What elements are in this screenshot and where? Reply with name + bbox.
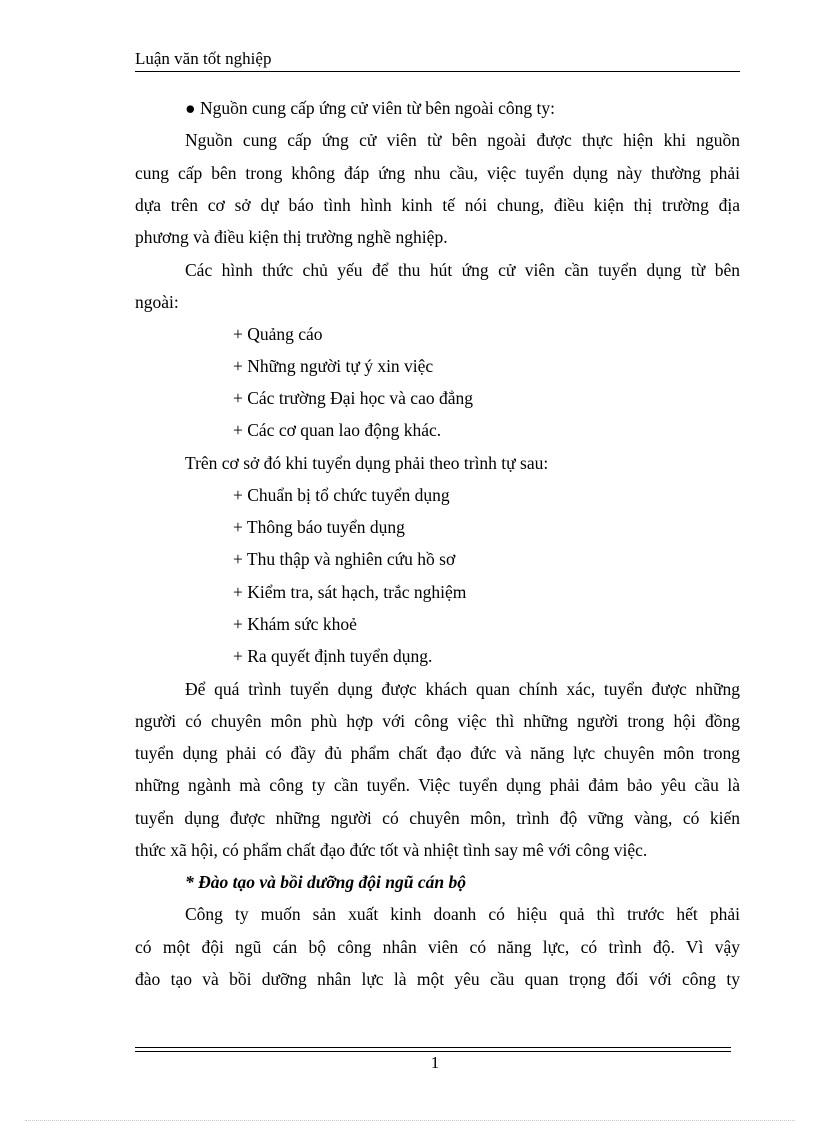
header-rule — [135, 71, 740, 72]
paragraph-line: Các hình thức chủ yếu để thu hút ứng cử viên cần tuyển dụng từ bên — [185, 260, 740, 280]
paragraph-line: ngoài: — [135, 292, 179, 312]
paragraph-line: những ngành mà công ty cần tuyển. Việc tuyển dụng phải đảm bảo yêu cầu là — [135, 775, 740, 795]
list-item: + Khám sức khoẻ — [233, 614, 357, 634]
paragraph-line: Nguồn cung cấp ứng cử viên từ bên ngoài được thực hiện khi nguồn — [185, 130, 740, 150]
paragraph-line: tuyển dụng được những người có chuyên môn, trình độ vững vàng, có kiến — [135, 808, 740, 828]
paragraph-line: Công ty muốn sản xuất kinh doanh có hiệu quả thì trước hết phải — [185, 904, 740, 924]
paragraph-line: thức xã hội, có phẩm chất đạo đức tốt và nhiệt tình say mê với công việc. — [135, 840, 648, 860]
paragraph-line: người có chuyên môn phù hợp với công việc thì những người trong hội đồng — [135, 711, 740, 731]
paragraph-line: phương và điều kiện thị trường nghề nghiệp. — [135, 227, 448, 247]
list-item: + Quảng cáo — [233, 324, 323, 344]
footer-rule — [135, 1047, 731, 1048]
bullet-heading: ● Nguồn cung cấp ứng cử viên từ bên ngoài công ty: — [185, 98, 555, 118]
list-item: + Các cơ quan lao động khác. — [233, 420, 442, 440]
list-item: + Những người tự ý xin việc — [233, 356, 434, 376]
paragraph-line: dựa trên cơ sở dự báo tình hình kinh tế nói chung, điều kiện thị trường địa — [135, 195, 740, 215]
page-border — [25, 1120, 795, 1121]
list-item: + Kiểm tra, sát hạch, trắc nghiệm — [233, 582, 467, 602]
paragraph-line: đào tạo và bồi dưỡng nhân lực là một yêu cầu quan trọng đối với công ty — [135, 969, 740, 989]
list-item: + Chuẩn bị tổ chức tuyển dụng — [233, 485, 450, 505]
header-title: Luận văn tốt nghiệp — [135, 49, 272, 68]
section-heading: * Đào tạo và bồi dưỡng đội ngũ cán bộ — [185, 872, 466, 892]
list-item: + Thu thập và nghiên cứu hồ sơ — [233, 549, 456, 569]
paragraph-line: Trên cơ sở đó khi tuyển dụng phải theo trình tự sau: — [185, 453, 549, 473]
paragraph-line: có một đội ngũ cán bộ công nhân viên có năng lực, có trình độ. Vì vậy — [135, 937, 740, 957]
page-number: 1 — [430, 1053, 440, 1072]
list-item: + Các trường Đại học và cao đẳng — [233, 388, 473, 408]
paragraph-line: Để quá trình tuyển dụng được khách quan chính xác, tuyển được những — [185, 679, 740, 699]
list-item: + Thông báo tuyển dụng — [233, 517, 405, 537]
paragraph-line: tuyển dụng phải có đầy đủ phẩm chất đạo đức và năng lực chuyên môn trong — [135, 743, 740, 763]
paragraph-line: cung cấp bên trong không đáp ứng nhu cầu, việc tuyển dụng này thường phải — [135, 163, 740, 183]
list-item: + Ra quyết định tuyển dụng. — [233, 646, 433, 666]
